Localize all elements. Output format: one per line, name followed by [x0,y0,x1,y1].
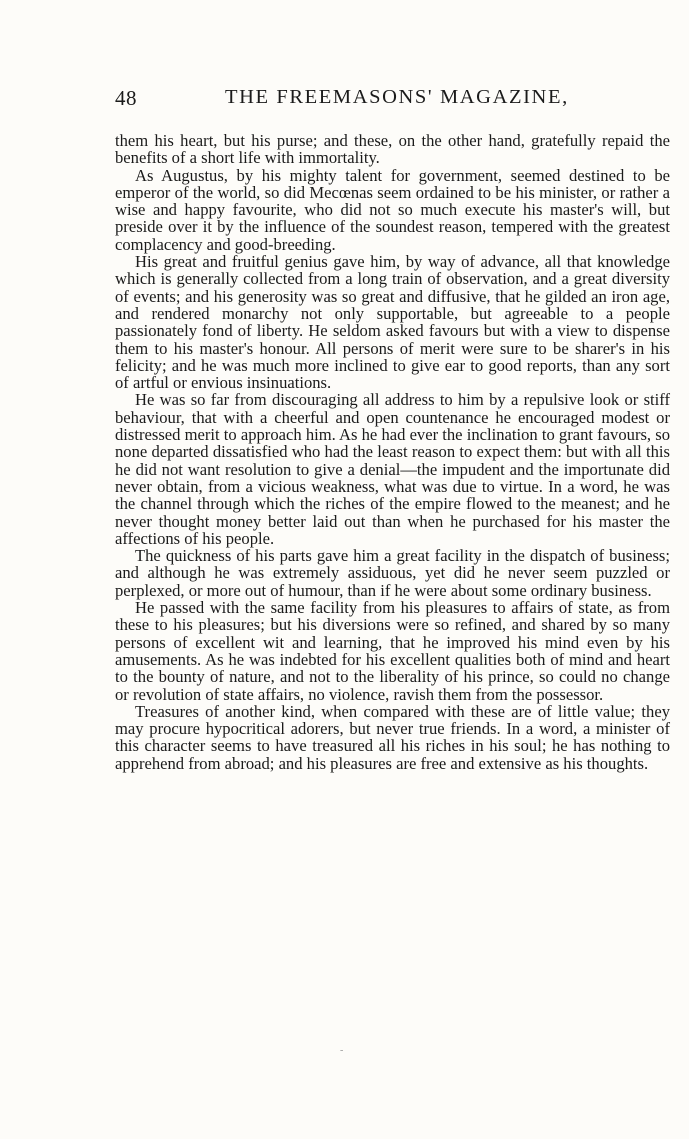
paragraph: The quickness of his parts gave him a great facility in the dispatch of business; and although he was extremely assiduous, yet did he never seem puzzled or perplexed, or more out of humour, than if he were about some ordinary business. [115,546,670,600]
footer-mark: - [340,1045,344,1056]
paragraph: His great and fruitful genius gave him, by way of advance, all that knowledge which is generally collected from a long train of observation, and a great diversity of events; and his generosity was so great and diffusive, that he gilded an iron age, and rendered monarchy not only supportable, but agreeable to a people passionately fond of liberty. He seldom asked favours but with a view to dispense them to his master's honour. All persons of merit were sure to be sharer's in his felicity; and he was much more inclined to give ear to good reports, than any sort of artful or envious insinuations. [115,252,670,393]
paragraph: them his heart, but his purse; and these, on the other hand, gratefully repaid the benefits of a short life with immortality. [115,131,670,168]
running-title: THE FREEMASONS' MAGAZINE, [225,86,569,108]
page-number: 48 [115,86,137,110]
paragraph: He was so far from discouraging all address to him by a repulsive look or stiff behaviour, that with a cheerful and open countenance he encouraged modest or distressed merit to approach him. As he had ever the inclination to grant favours, so none departed dissatisfied who had the least reason to expect them: but with all this he did not want resolution to give a denial—the impudent and the importunate did never obtain, from a vicious weakness, what was due to virtue. In a word, he was the channel through which the riches of the empire flowed to the meanest; and he never thought money better laid out than when he purchased for his master the affections of his people. [115,390,670,548]
paragraph: Treasures of another kind, when compared with these are of little value; they may procure hypocritical adorers, but never true friends. In a word, a minister of this character seems to have treasured all his riches in his soul; he has nothing to apprehend from abroad; and his pleasures are free and extensive as his thoughts. [115,701,670,773]
article-body [115,132,670,772]
paragraph: He passed with the same facility from his pleasures to affairs of state, as from these to his pleasures; but his diversions were so refined, and shared by so many persons of excellent wit and learning, that he improved his mind even by his amusements. As he was indebted for his excellent qualities both of mind and heart to the bounty of nature, and not to the liberality of his prince, so could no change or revolution of state affairs, no violence, ravish them from the possessor. [115,598,670,704]
paragraph: As Augustus, by his mighty talent for government, seemed destined to be emperor of the world, so did Mecœnas seem ordained to be his minister, or rather a wise and happy favourite, who did not so much execute his master's will, but preside over it by the influence of the soundest reason, tempered with the greatest complacency and good-breeding. [115,165,670,254]
page-header [115,86,675,116]
